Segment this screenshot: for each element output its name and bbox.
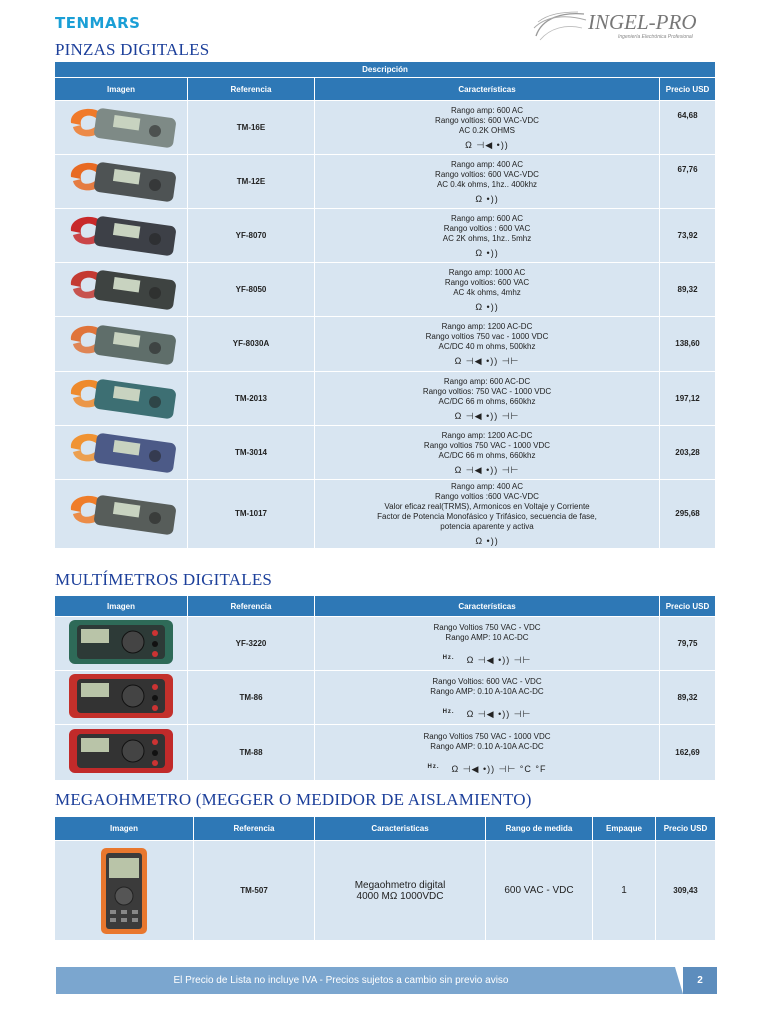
product-characteristics	[315, 617, 660, 671]
product-price: 89,32	[660, 263, 716, 317]
spec-line: Rango voltios :600 VAC-VDC	[435, 492, 539, 501]
section-title-megaohmetro: MEGAOHMETRO (MEGGER O MEDIDOR DE AISLAMIENTO)	[55, 790, 532, 809]
mega-line: Megaohmetro digital	[354, 879, 446, 891]
function-symbols-icon: Ω ⊣◀ •)) ⊣⊢	[454, 464, 520, 475]
spec-line: Rango amp: 1000 AC	[448, 267, 526, 277]
spec-line: Rango voltios: 750 VAC - 1000 VDC	[422, 386, 552, 396]
spec-line: Rango AMP: 10 AC-DC	[445, 632, 529, 642]
product-ref: YF-8050	[188, 263, 315, 317]
function-symbols-icon	[315, 653, 659, 665]
col-referencia: Referencia	[188, 78, 315, 101]
spec-line: Factor de Potencia Monofásico y Trifásico, secuencia de fase,	[377, 512, 597, 521]
spec-line: Rango Voltios 750 VAC - VDC	[433, 622, 541, 632]
table-row	[55, 317, 716, 372]
product-ref: TM-86	[188, 671, 315, 725]
megger-device-icon	[99, 846, 149, 936]
product-characteristics	[315, 426, 660, 480]
clamp-meter-icon	[63, 265, 179, 311]
section-title-pinzas: PINZAS DIGITALES	[55, 40, 210, 59]
product-price: 197,12	[660, 372, 716, 426]
footer-notch	[675, 967, 683, 994]
function-symbols-icon: Ω ⊣◀ •)) ⊣⊢	[454, 356, 520, 366]
description-header: Descripción	[55, 62, 716, 78]
function-symbols-icon: Ω ⊣◀ •))	[465, 139, 509, 150]
table-row	[55, 617, 716, 671]
product-price: 295,68	[660, 480, 716, 549]
clamp-meter-icon	[63, 374, 179, 420]
clamp-meter-icon	[63, 211, 179, 257]
spec-line: Rango voltios 750 VAC - 1000 VDC	[423, 440, 551, 450]
col-caracteristicas: Características	[315, 596, 660, 617]
product-image	[55, 209, 188, 263]
spec-line: AC 4k ohms, 4mhz	[453, 287, 521, 297]
symbols-text: Ω ⊣◀ •)) ⊣⊢	[466, 708, 532, 719]
footer-disclaimer: El Precio de Lista no incluye IVA - Precios sujetos a cambio sin previo aviso	[173, 975, 509, 986]
spec-line: Rango amp: 1200 AC-DC	[441, 430, 533, 440]
col-caracteristicas: Caracteristicas	[315, 817, 486, 841]
mega-pack: 1	[593, 841, 656, 941]
table-row	[55, 480, 716, 549]
table-row	[55, 155, 716, 209]
spec-line: Rango amp: 600 AC-DC	[443, 376, 531, 386]
function-symbols-icon	[315, 707, 659, 719]
product-price: 64,68	[660, 101, 716, 155]
col-caracteristicas: Características	[315, 78, 660, 101]
spec-line: Rango AMP: 0.10 A-10A AC-DC	[430, 741, 544, 751]
function-symbols-icon: Ω •))	[475, 247, 499, 258]
table-row	[55, 263, 716, 317]
function-symbols-icon: Ω •))	[475, 301, 499, 312]
spec-line: Valor eficaz real(TRMS), Armonicos en Voltaje y Corriente	[384, 502, 590, 511]
product-ref: YF-3220	[188, 617, 315, 671]
spec-line: Rango voltios: 600 VAC	[444, 277, 530, 287]
spec-line: AC 0.4k ohms, 1hz.. 400khz	[436, 179, 538, 189]
product-image	[55, 101, 188, 155]
table-row	[55, 841, 716, 941]
symbols-text: Ω ⊣◀ •)) ⊣⊢ °C °F	[451, 763, 547, 774]
product-image	[55, 426, 188, 480]
spec-line: Rango amp: 1200 AC-DC	[441, 322, 533, 331]
spec-line: Rango voltios: 600 VAC-VDC	[435, 169, 539, 179]
product-ref: TM-12E	[188, 155, 315, 209]
clamp-meter-icon	[63, 490, 179, 536]
col-imagen: Imagen	[55, 596, 188, 617]
product-characteristics	[315, 209, 660, 263]
spec-line: Rango Voltios: 600 VAC - VDC	[432, 676, 542, 686]
hz-label: Hz.	[442, 654, 455, 661]
product-price: 73,92	[660, 209, 716, 263]
clamp-meter-icon	[63, 103, 179, 149]
spec-line: Rango voltios: 600 VAC-VDC	[435, 115, 539, 125]
product-characteristics	[315, 372, 660, 426]
product-characteristics	[315, 101, 660, 155]
multimetros-table	[54, 595, 716, 781]
multimeter-icon	[67, 671, 175, 721]
table-row	[55, 725, 716, 781]
product-price: 79,75	[660, 617, 716, 671]
logo-tagline: Ingeniería Electrónica Profesional	[618, 34, 693, 40]
product-price: 67,76	[660, 155, 716, 209]
spec-line: Rango amp: 400 AC	[450, 482, 524, 491]
product-price: 89,32	[660, 671, 716, 725]
multimeter-icon	[67, 726, 175, 776]
spec-line: Rango AMP: 0.10 A-10A AC-DC	[430, 686, 544, 696]
col-referencia: Referencia	[194, 817, 315, 841]
product-image	[55, 155, 188, 209]
spec-line: Rango voltios : 600 VAC	[443, 223, 531, 233]
spec-line: potencia aparente y activa	[440, 522, 534, 531]
function-symbols-icon: Ω •))	[475, 193, 499, 204]
pinzas-table	[54, 61, 716, 549]
product-ref: TM-88	[188, 725, 315, 781]
product-price: 162,69	[660, 725, 716, 781]
multimeter-icon	[67, 617, 175, 667]
symbols-text: Ω ⊣◀ •)) ⊣⊢	[466, 654, 532, 665]
spec-line: Rango amp: 600 AC	[450, 213, 524, 223]
mega-range: 600 VAC - VDC	[486, 841, 593, 941]
clamp-meter-icon	[63, 157, 179, 203]
page-number: 2	[683, 967, 717, 994]
table-row	[55, 372, 716, 426]
col-imagen: Imagen	[55, 78, 188, 101]
product-ref: TM-1017	[188, 480, 315, 549]
product-ref: YF-8030A	[188, 317, 315, 372]
ingel-pro-logo	[532, 8, 722, 44]
megaohmetro-table	[54, 816, 716, 941]
mega-line: 4000 MΩ 1000VDC	[356, 890, 444, 902]
spec-line: AC 0.2K OHMS	[458, 125, 515, 135]
product-image	[55, 725, 188, 781]
clamp-meter-icon	[63, 428, 179, 474]
function-symbols-icon: Ω ⊣◀ •)) ⊣⊢	[454, 410, 520, 421]
mega-price: 309,43	[656, 841, 716, 941]
footer-bar	[56, 967, 717, 994]
col-referencia: Referencia	[188, 596, 315, 617]
product-image	[55, 372, 188, 426]
col-precio: Precio USD	[656, 817, 716, 841]
brand-logo: TENMARS	[55, 14, 141, 32]
product-ref: YF-8070	[188, 209, 315, 263]
col-rango: Rango de medida	[486, 817, 593, 841]
product-characteristics	[315, 725, 660, 781]
hz-label: Hz.	[442, 708, 455, 715]
table-row	[55, 101, 716, 155]
product-characteristics	[315, 671, 660, 725]
product-ref: TM-16E	[188, 101, 315, 155]
function-symbols-icon	[315, 762, 659, 774]
product-image	[55, 317, 188, 372]
product-characteristics	[315, 480, 660, 549]
table-row	[55, 426, 716, 480]
product-characteristics	[315, 263, 660, 317]
spec-line: AC/DC 66 m ohms, 660khz	[438, 396, 536, 406]
spec-line: Rango amp: 600 AC	[450, 105, 524, 115]
product-image	[55, 671, 188, 725]
product-ref: TM-2013	[188, 372, 315, 426]
megger-image	[55, 841, 194, 941]
spec-line: AC/DC 66 m ohms, 660khz	[438, 450, 536, 460]
col-precio: Precio USD	[660, 78, 716, 101]
col-precio: Precio USD	[660, 596, 716, 617]
product-price: 203,28	[660, 426, 716, 480]
function-symbols-icon: Ω •))	[475, 536, 499, 546]
product-characteristics	[315, 155, 660, 209]
product-image	[55, 263, 188, 317]
product-characteristics	[315, 317, 660, 372]
spec-line: Rango amp: 400 AC	[450, 159, 524, 169]
col-empaque: Empaque	[593, 817, 656, 841]
spec-line: AC/DC 40 m ohms, 500khz	[438, 342, 536, 351]
spec-line: AC 2K ohms, 1hz.. 5mhz	[442, 233, 532, 243]
logo-swirl-icon	[532, 8, 588, 44]
clamp-meter-icon	[63, 320, 179, 366]
table-row	[55, 671, 716, 725]
product-image	[55, 617, 188, 671]
product-price: 138,60	[660, 317, 716, 372]
spec-line: Rango Voltios 750 VAC - 1000 VDC	[423, 731, 551, 741]
section-title-multimetros: MULTÍMETROS DIGITALES	[55, 570, 273, 589]
hz-label: Hz.	[427, 763, 440, 770]
col-imagen: Imagen	[55, 817, 194, 841]
product-ref: TM-3014	[188, 426, 315, 480]
spec-line: Rango voltios 750 vac - 1000 VDC	[425, 332, 549, 341]
mega-characteristics	[315, 841, 486, 941]
table-row	[55, 209, 716, 263]
product-image	[55, 480, 188, 549]
mega-ref: TM-507	[194, 841, 315, 941]
logo-name: INGEL-PRO	[588, 10, 697, 34]
